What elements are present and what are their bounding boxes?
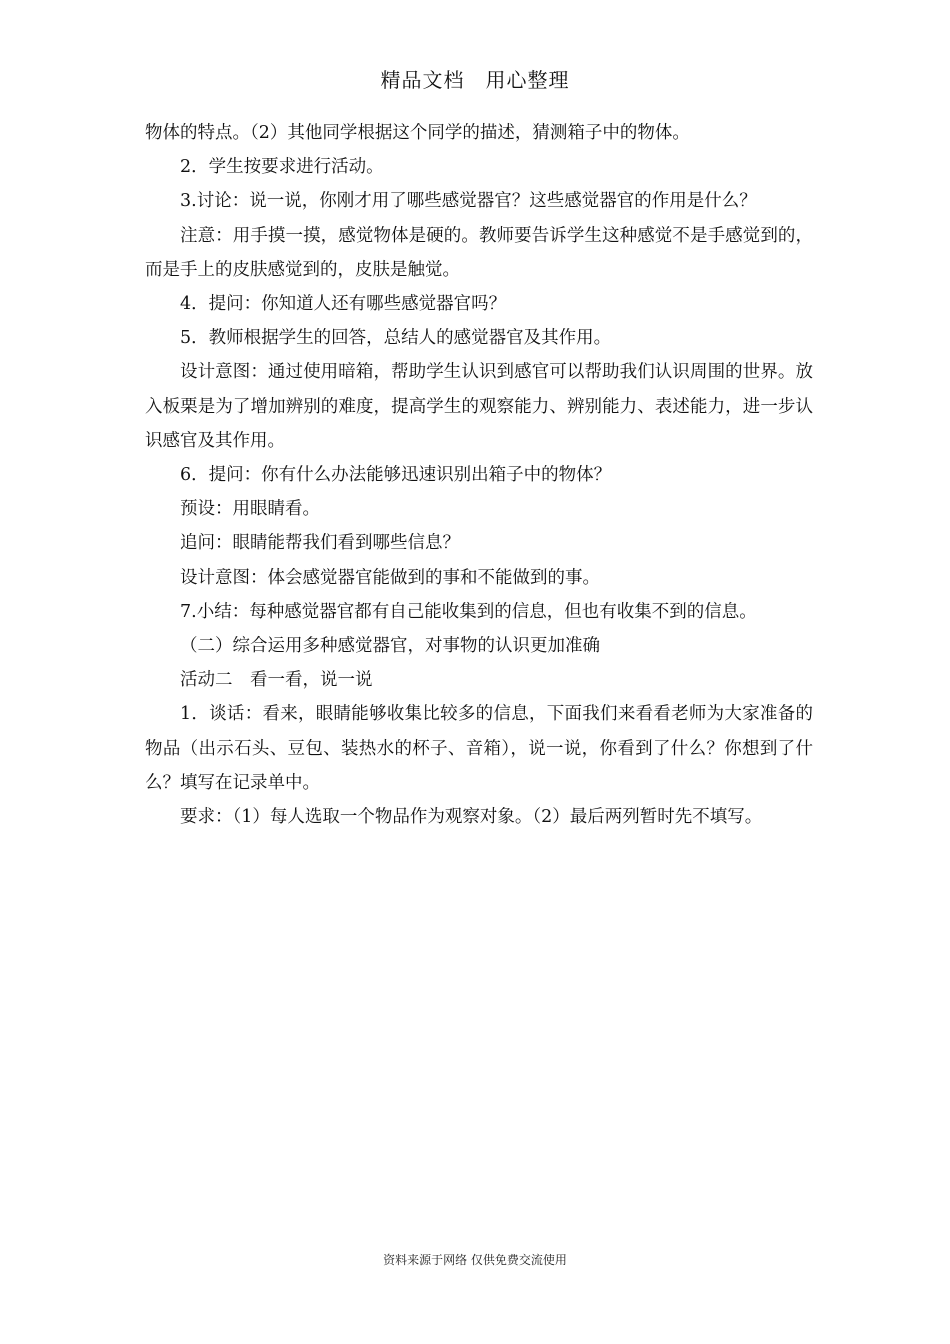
activity-2-title: 活动二 看一看，说一说: [180, 670, 373, 691]
paragraph-step-7-conclusion: 7.小结：每种感觉器官都有自己能收集到的信息，但也有收集不到的信息。: [180, 601, 757, 622]
paragraph-step-3-discussion: 3.讨论：说一说，你刚才用了哪些感觉器官？这些感觉器官的作用是什么？: [180, 191, 757, 212]
paragraph-requirements: 要求：（1）每人选取一个物品作为观察对象。（2）最后两列暂时先不填写。: [180, 807, 763, 828]
paragraph-follow-up: 追问：眼睛能帮我们看到哪些信息？: [180, 533, 460, 554]
paragraph-design-intent-2: 设计意图：体会感觉器官能做到的事和不能做到的事。: [180, 567, 600, 588]
paragraph-step-5-summary: 5．教师根据学生的回答，总结人的感觉器官及其作用。: [180, 328, 612, 349]
paragraph-preset: 预设：用眼睛看。: [180, 499, 320, 520]
paragraph-design-intent-1: 设计意图：通过使用暗箱，帮助学生认识到感官可以帮助我们认识周围的世界。放入板栗是为了增加辨别的难度，提高学生的观察能力、辨别能力、表述能力，进一步认识感官及其作用。: [145, 362, 813, 451]
paragraph-activity-2-talk: 1．谈话：看来，眼睛能够收集比较多的信息，下面我们来看看老师为大家准备的物品（出示石头、豆包、装热水的杯子、音箱），说一说，你看到了什么？你想到了什么？填写在记录单中。: [145, 704, 813, 793]
document-body: [145, 116, 813, 834]
paragraph-note: 注意：用手摸一摸，感觉物体是硬的。教师要告诉学生这种感觉不是手感觉到的，而是手上的皮肤感觉到的，皮肤是触觉。: [145, 225, 813, 280]
paragraph-step-6-question: 6．提问：你有什么办法能够迅速识别出箱子中的物体？: [180, 465, 612, 486]
page-header: 精品文档 用心整理: [380, 68, 570, 92]
section-heading-2: （二）综合运用多种感觉器官，对事物的认识更加准确: [180, 636, 600, 657]
page-footer: 资料来源于网络 仅供免费交流使用: [383, 1253, 567, 1267]
paragraph-continuation: 物体的特点。（2）其他同学根据这个同学的描述，猜测箱子中的物体。: [145, 123, 690, 143]
paragraph-step-2: 2．学生按要求进行活动。: [180, 157, 384, 178]
paragraph-step-4-question: 4．提问：你知道人还有哪些感觉器官吗？: [180, 294, 507, 315]
